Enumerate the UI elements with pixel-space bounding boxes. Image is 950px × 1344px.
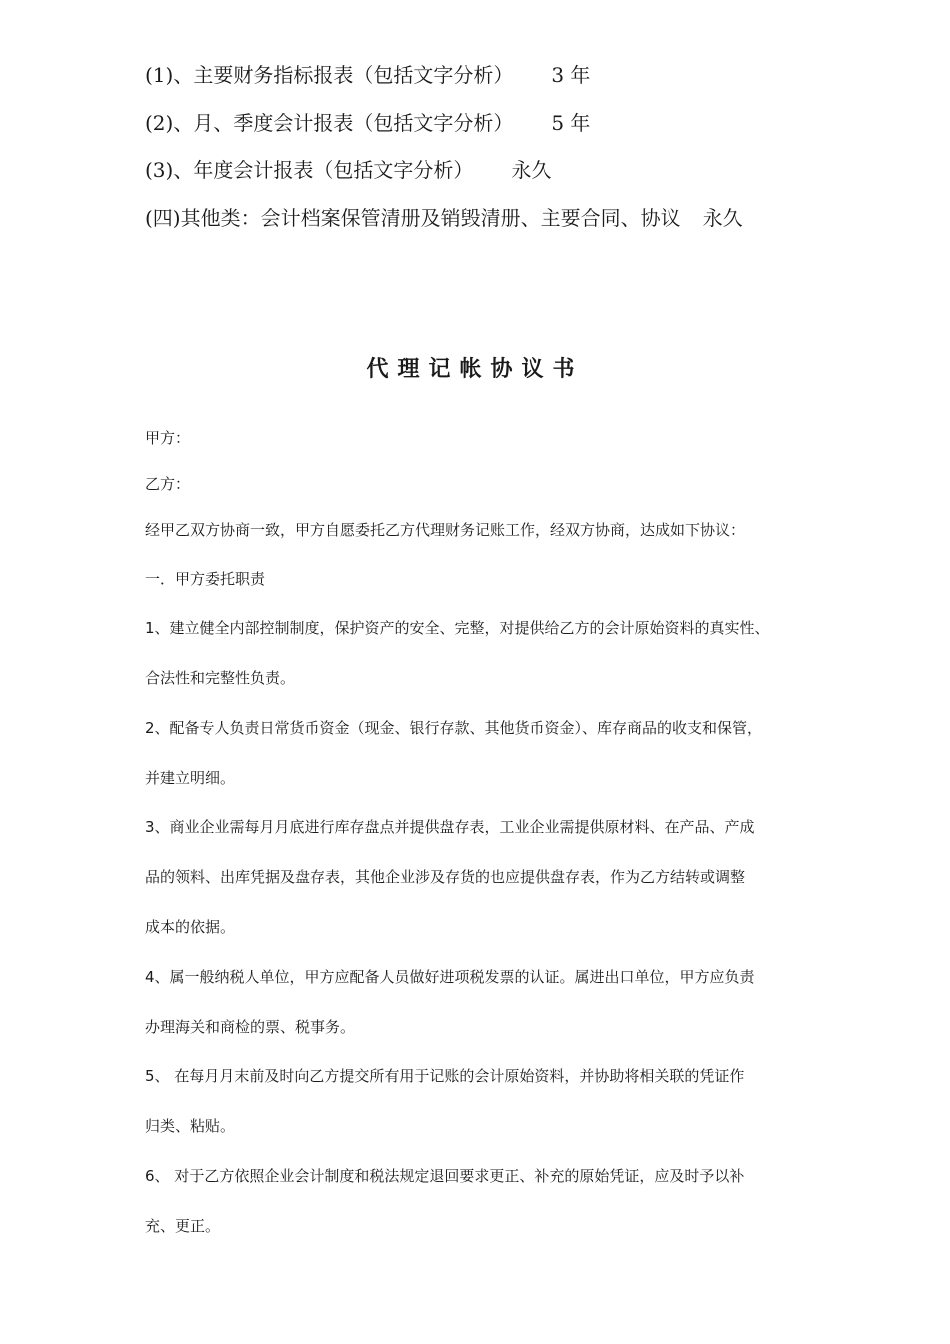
clause-3-line-2: 品的领料、出库凭据及盘存表，其他企业涉及存货的也应提供盘存表，作为乙方结转或调整 bbox=[145, 868, 746, 886]
clause-2-line-1 bbox=[145, 718, 762, 738]
retention-item-value: 永久 bbox=[702, 206, 743, 230]
retention-item bbox=[145, 111, 590, 135]
clause-number: 2 bbox=[145, 719, 155, 737]
clause-number: 3 bbox=[145, 818, 155, 836]
clause-4-line-2: 办理海关和商检的票、税事务。 bbox=[145, 1018, 356, 1036]
party-a-label: 甲方： bbox=[145, 429, 191, 447]
clause-3-line-3: 成本的依据。 bbox=[145, 918, 236, 936]
retention-item-value: 3 年 bbox=[551, 63, 591, 87]
retention-item-label: (2)、月、季度会计报表（包括文字分析） bbox=[145, 111, 514, 135]
retention-item-label: (四)其他类：会计档案保管清册及销毁清册、主要合同、协议 bbox=[145, 206, 681, 230]
clause-6-line-1 bbox=[145, 1166, 744, 1186]
retention-item-value: 永久 bbox=[511, 158, 552, 182]
clause-number: 4 bbox=[145, 968, 155, 986]
clause-5-line-2: 归类、粘贴。 bbox=[145, 1117, 236, 1135]
retention-item bbox=[145, 63, 590, 87]
party-b-label: 乙方： bbox=[145, 475, 191, 493]
retention-item bbox=[145, 206, 743, 230]
clause-2-line-2: 并建立明细。 bbox=[145, 769, 236, 787]
clause-text: 、 在每月月末前及时向乙方提交所有用于记账的会计原始资料，并协助将相关联的凭证作 bbox=[154, 1067, 745, 1085]
clause-text: 、配备专人负责日常货币资金（现金、银行存款、其他货币资金）、库存商品的收支和保管， bbox=[154, 719, 763, 737]
section-heading: 一．甲方委托职责 bbox=[145, 570, 266, 588]
clause-number: 6 bbox=[145, 1167, 155, 1185]
clause-6-line-2: 充、更正。 bbox=[145, 1217, 221, 1235]
clause-3-line-1 bbox=[145, 817, 755, 837]
clause-1-line-1 bbox=[145, 618, 770, 638]
clause-text: 、 对于乙方依照企业会计制度和税法规定退回要求更正、补充的原始凭证，应及时予以补 bbox=[154, 1167, 745, 1185]
clause-text: 、属一般纳税人单位，甲方应配备人员做好进项税发票的认证。属进出口单位，甲方应负责 bbox=[154, 968, 755, 986]
retention-item bbox=[145, 158, 551, 182]
agreement-title: 代理记帐协议书 bbox=[366, 357, 584, 382]
retention-item-label: (3)、年度会计报表（包括文字分析） bbox=[145, 158, 474, 182]
agreement-intro: 经甲乙双方协商一致，甲方自愿委托乙方代理财务记账工作，经双方协商，达成如下协议： bbox=[145, 521, 746, 539]
clause-number: 1 bbox=[145, 619, 155, 637]
clause-5-line-1 bbox=[145, 1066, 744, 1086]
retention-item-label: (1)、主要财务指标报表（包括文字分析） bbox=[145, 63, 514, 87]
clause-text: 、商业企业需每月月底进行库存盘点并提供盘存表，工业企业需提供原材料、在产品、产成 bbox=[154, 818, 755, 836]
clause-4-line-1 bbox=[145, 967, 755, 987]
clause-number: 5 bbox=[145, 1067, 155, 1085]
retention-item-value: 5 年 bbox=[551, 111, 591, 135]
clause-text: 、建立健全内部控制制度，保护资产的安全、完整，对提供给乙方的会计原始资料的真实性、 bbox=[154, 619, 770, 637]
clause-1-line-2: 合法性和完整性负责。 bbox=[145, 669, 296, 687]
